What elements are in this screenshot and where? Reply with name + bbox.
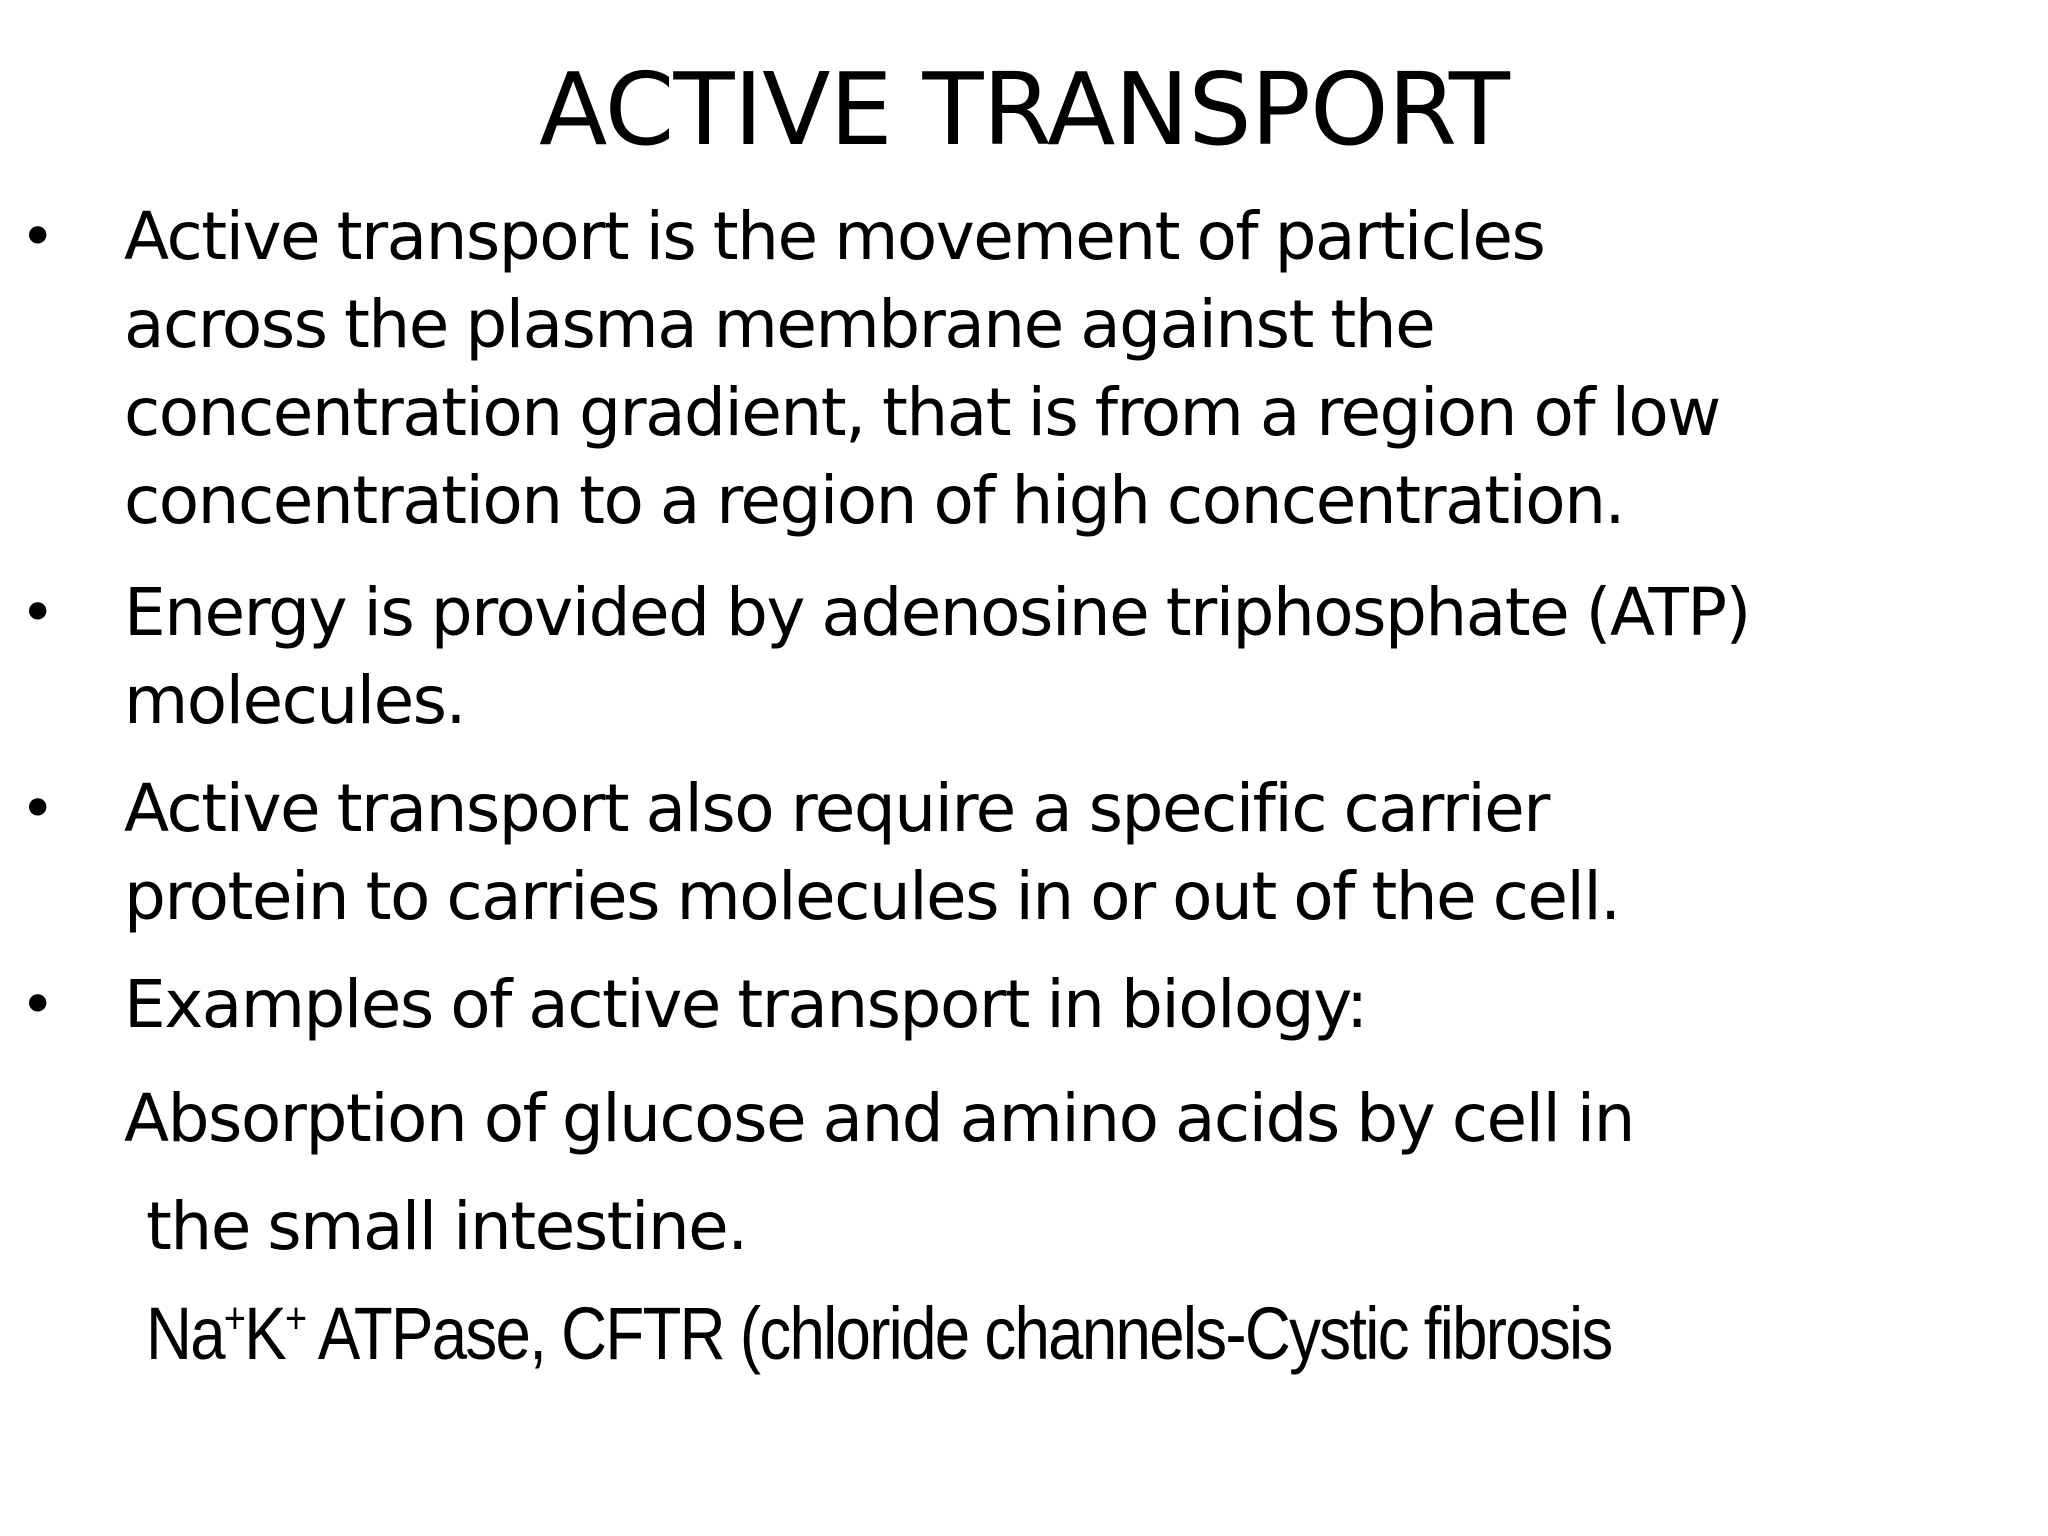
bullet-3-line-2: protein to carries molecules in or out of the cell. — [124, 858, 1620, 935]
bullet-2-line-2: molecules. — [124, 662, 466, 739]
sodium-symbol: Na — [146, 1292, 224, 1375]
bullet-3-line-1: Active transport also require a specific carrier — [124, 770, 1549, 847]
bullet-1-line-2: across the plasma membrane against the — [124, 286, 1435, 363]
bullet-1-line-4: concentration to a region of high concentration. — [124, 462, 1624, 539]
bullet-4-line-1: Examples of active transport in biology: — [124, 966, 1367, 1043]
bullet-2-line-1: Energy is provided by adenosine triphosphate (ATP) — [124, 574, 1750, 651]
potassium-charge: + — [285, 1294, 306, 1343]
example-absorption-line-1: Absorption of glucose and amino acids by cell in — [124, 1080, 1634, 1157]
slide-title: ACTIVE TRANSPORT — [539, 51, 1509, 168]
bullet-dot-icon: • — [20, 578, 56, 648]
potassium-symbol: K — [244, 1292, 286, 1375]
bullet-dot-icon: • — [20, 774, 56, 844]
bullet-1-line-3: concentration gradient, that is from a region of low — [124, 374, 1720, 451]
bullet-dot-icon: • — [20, 970, 56, 1040]
example-pump-line — [146, 1286, 1612, 1382]
pump-description: ATPase, CFTR (chloride channels-Cystic fibrosis — [305, 1292, 1612, 1375]
sodium-charge: + — [223, 1294, 245, 1343]
example-absorption-line-2: the small intestine. — [146, 1188, 747, 1265]
bullet-1-line-1: Active transport is the movement of particles — [124, 198, 1545, 275]
bullet-dot-icon: • — [20, 202, 56, 272]
